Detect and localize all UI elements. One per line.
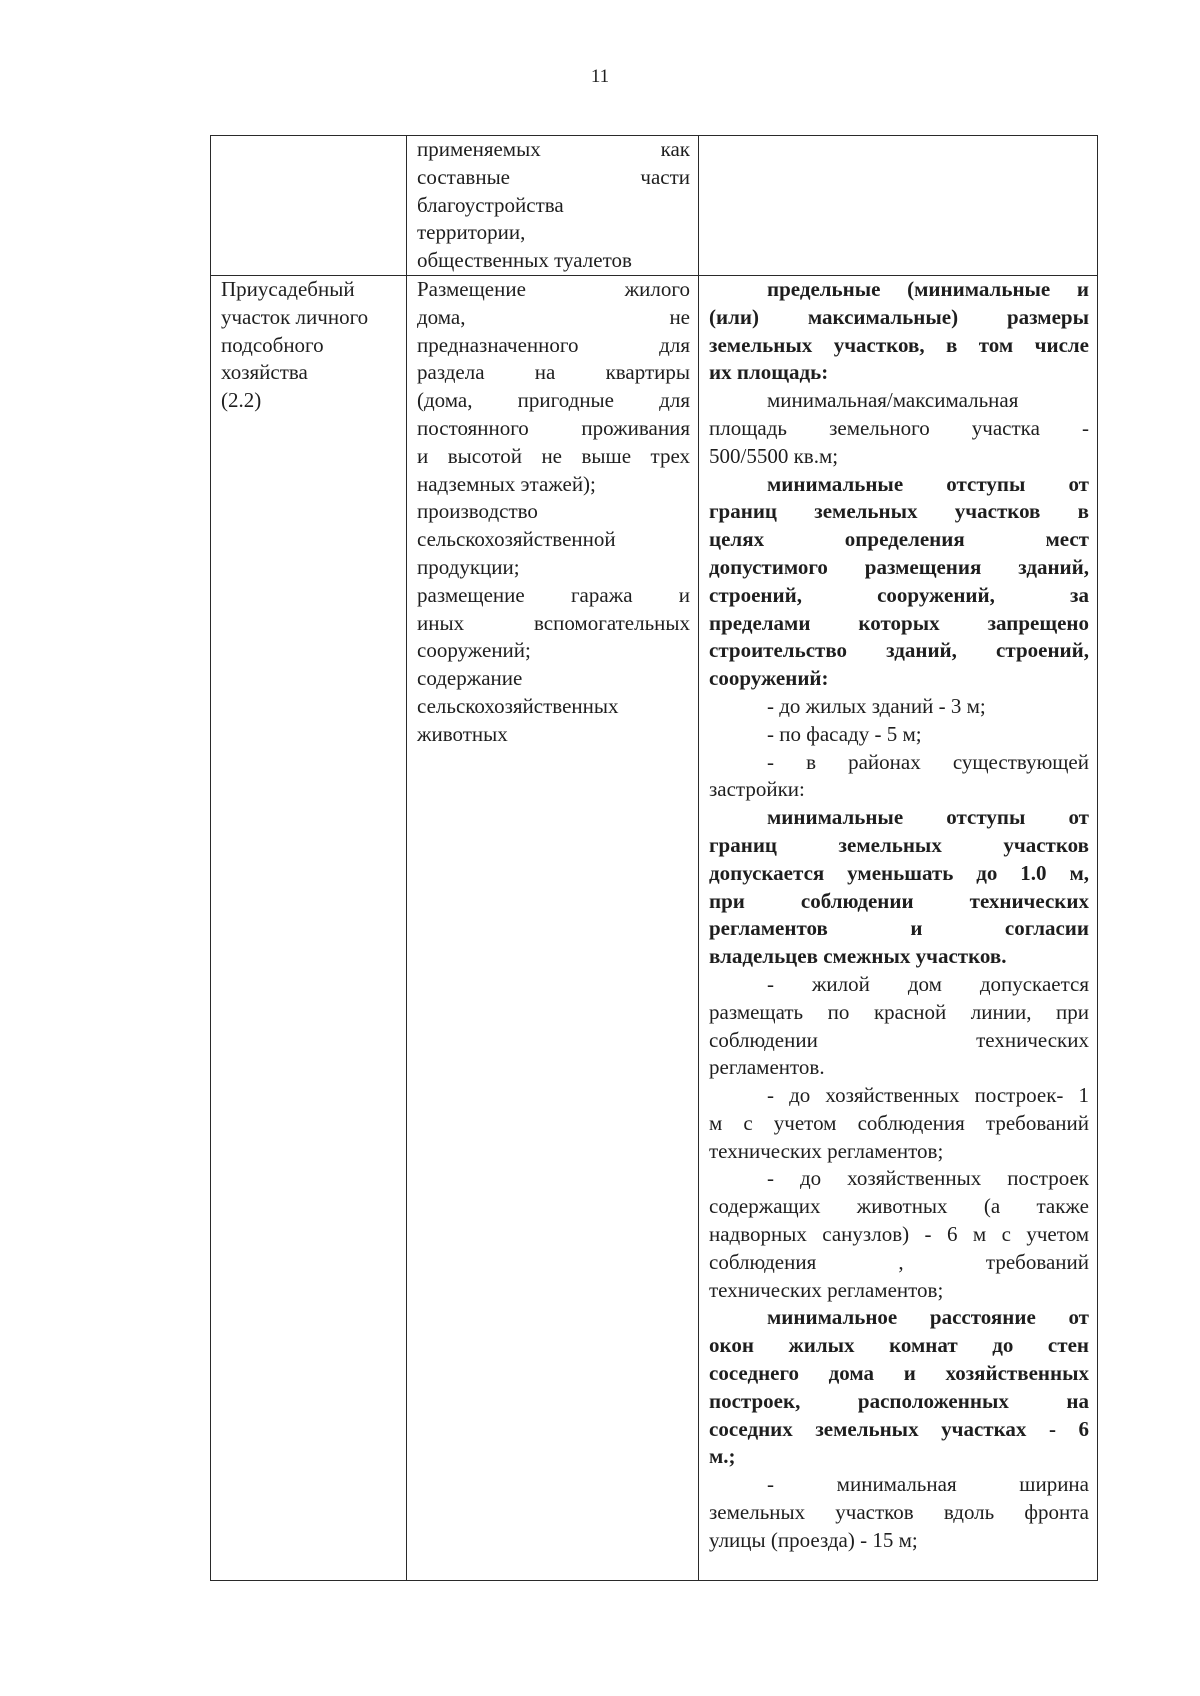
cell-land-use-description <box>407 136 699 276</box>
text-line: при соблюдении технических <box>709 888 1089 913</box>
text-line: соседнего дома и хозяйственных <box>709 1361 1089 1386</box>
text-line: целях определения мест <box>709 527 1089 552</box>
text-line: построек, расположенных на <box>709 1388 1089 1413</box>
text-line: строений, сооружений, за <box>709 582 1089 607</box>
text-line: улицы (проезда) - 15 м; <box>709 1527 918 1552</box>
text-line: окон жилых комнат до стен <box>709 1333 1089 1358</box>
text-line: - в районах существующей <box>767 749 1089 774</box>
text-line: технических регламентов; <box>709 1277 944 1302</box>
text-line: территории, <box>417 220 526 245</box>
text-line: продукции; <box>417 554 520 579</box>
text-line: размещать по красной линии, при <box>709 999 1089 1024</box>
text-line: общественных туалетов <box>417 248 632 273</box>
text-line: регламентов и согласии <box>709 916 1089 941</box>
regulations-table <box>210 135 1098 1581</box>
text-line: надземных этажей); <box>417 471 596 496</box>
text-line: содержание <box>417 666 523 691</box>
text-line: - по фасаду - 5 м; <box>767 721 922 746</box>
text-line: минимальная/максимальная <box>767 388 1019 413</box>
text-line: земельных участков, в том числе <box>709 332 1089 357</box>
text-line: (или) максимальные) размеры <box>709 304 1089 329</box>
text-line: составные части <box>417 164 690 189</box>
text-line: регламентов. <box>709 1055 825 1080</box>
text-line: - до хозяйственных построек <box>767 1166 1089 1191</box>
text-line: применяемых как <box>417 137 690 161</box>
text-line: минимальное расстояние от <box>767 1305 1089 1330</box>
text-line: - жилой дом допускается <box>767 971 1089 996</box>
text-line: сооружений: <box>709 666 829 691</box>
text-line: - минимальная ширина <box>767 1472 1089 1497</box>
text-line: (дома, пригодные для <box>417 388 690 413</box>
text-line: минимальные отступы от <box>767 805 1089 830</box>
text-line: соблюдения , требований <box>709 1249 1089 1274</box>
text-line: границ земельных участков <box>709 832 1089 857</box>
text-line: застройки: <box>709 777 805 802</box>
table-row <box>211 136 1098 276</box>
text-line: - до хозяйственных построек- 1 <box>767 1083 1089 1108</box>
text-line: раздела на квартиры <box>417 360 690 385</box>
text-line: размещение гаража и <box>417 582 690 607</box>
text-line: и высотой не выше трех <box>417 443 690 468</box>
text-line: благоустройства <box>417 192 564 217</box>
text-line: (2.2) <box>221 388 262 413</box>
cell-land-use-name <box>211 136 407 276</box>
cell-land-use-name <box>211 275 407 1580</box>
text-line: пределами которых запрещено <box>709 610 1089 635</box>
text-line: сельскохозяйственных <box>417 693 619 718</box>
text-line: хозяйства <box>221 360 308 385</box>
text-line: допускается уменьшать до 1.0 м, <box>709 860 1089 885</box>
text-line: допустимого размещения зданий, <box>709 554 1089 579</box>
text-line: сооружений; <box>417 638 531 663</box>
text-line: владельцев смежных участков. <box>709 944 1007 969</box>
text-line: 500/5500 кв.м; <box>709 443 839 468</box>
text-line: земельных участков вдоль фронта <box>709 1500 1089 1525</box>
text-line: производство <box>417 499 538 524</box>
table-row <box>211 275 1098 1580</box>
text-line: - до жилых зданий - 3 м; <box>767 693 986 718</box>
text-line: надворных санузлов) - 6 м с учетом <box>709 1222 1089 1247</box>
text-line: их площадь: <box>709 360 829 385</box>
text-line: Размещение жилого <box>417 276 690 301</box>
text-line: предназначенного для <box>417 332 690 357</box>
text-line: дома, не <box>417 304 690 329</box>
text-line: содержащих животных (а также <box>709 1194 1089 1219</box>
text-line: животных <box>417 721 508 746</box>
text-line: подсобного <box>221 332 324 357</box>
text-line: м с учетом соблюдения требований <box>709 1110 1089 1135</box>
text-line: соблюдении технических <box>709 1027 1089 1052</box>
cell-parameters <box>699 275 1098 1580</box>
text-line: иных вспомогательных <box>417 610 690 635</box>
text-line: участок личного <box>221 304 369 329</box>
text-line: границ земельных участков в <box>709 499 1089 524</box>
text-line: сельскохозяйственной <box>417 527 616 552</box>
cell-land-use-description <box>407 275 699 1580</box>
text-line: м.; <box>709 1444 736 1469</box>
text-line: строительство зданий, строений, <box>709 638 1089 663</box>
text-line: соседних земельных участках - 6 <box>709 1416 1089 1441</box>
page-number: 11 <box>590 66 610 87</box>
text-line: минимальные отступы от <box>767 471 1089 496</box>
text-line: технических регламентов; <box>709 1138 944 1163</box>
text-line: предельные (минимальные и <box>767 276 1089 301</box>
cell-parameters <box>699 136 1098 276</box>
text-line: Приусадебный <box>221 276 355 301</box>
text-line: постоянного проживания <box>417 415 690 440</box>
text-line: площадь земельного участка - <box>709 415 1089 440</box>
